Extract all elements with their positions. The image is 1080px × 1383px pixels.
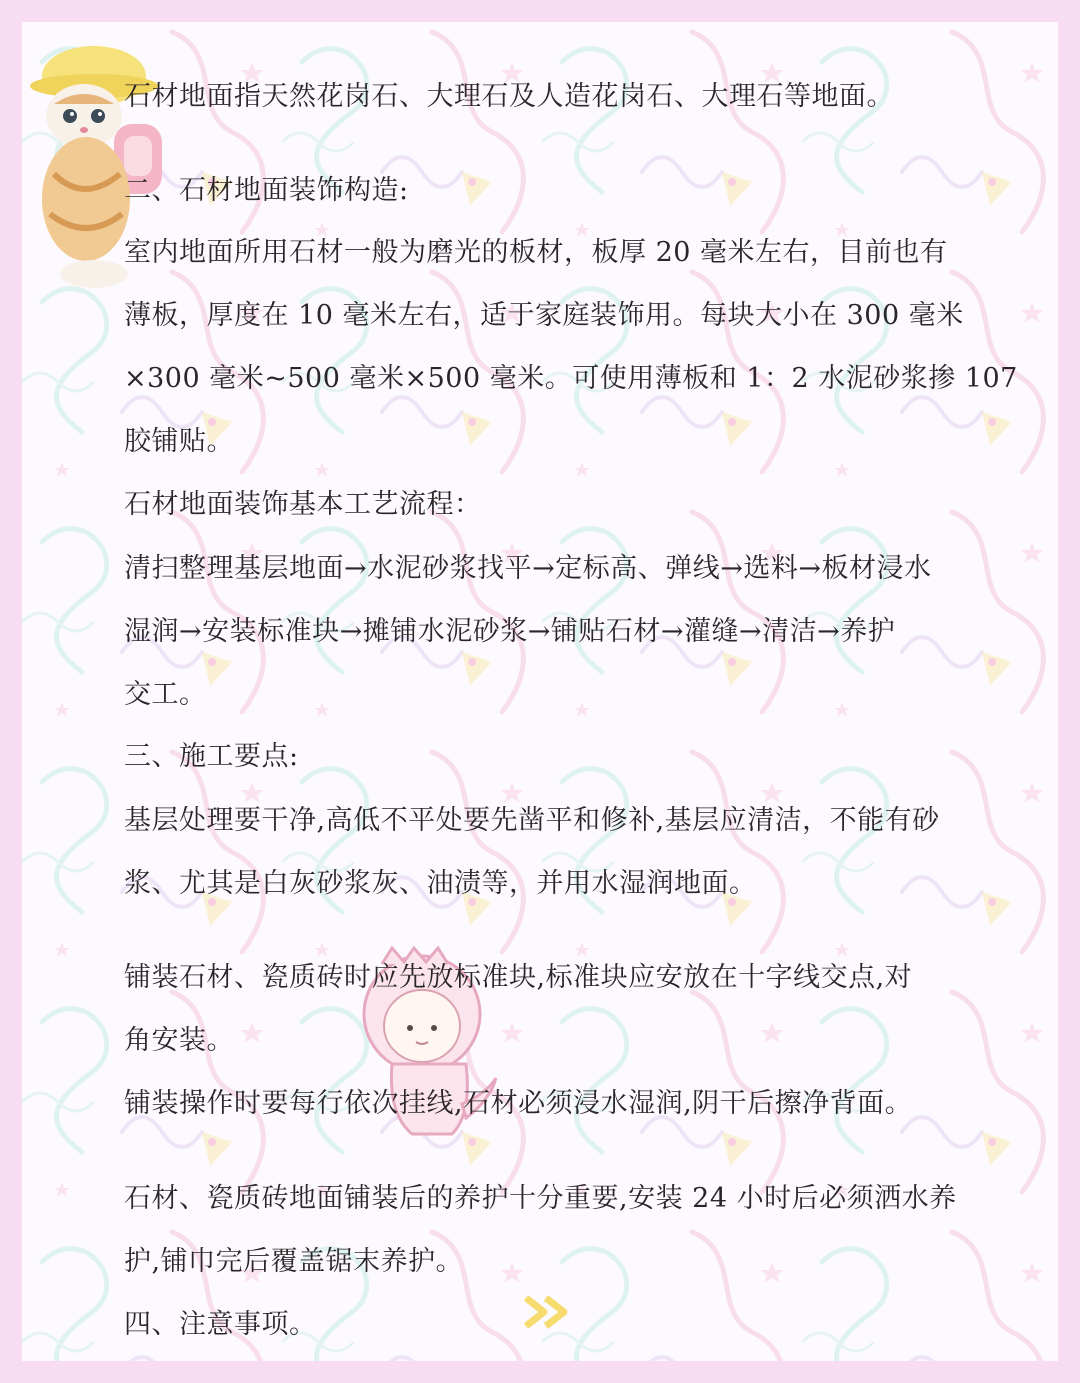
process-heading: 石材地面装饰基本工艺流程： — [124, 489, 482, 520]
base-treatment-line-2: 浆、尤其是白灰砂浆灰、油渍等，并用水湿润地面。 — [124, 868, 757, 899]
process-line-1: 清扫整理基层地面→水泥砂浆找平→定标高、弹线→选料→板材浸水 — [124, 553, 932, 584]
process-line-2: 湿润→安装标准块→摊铺水泥砂浆→铺贴石材→灌缝→清洁→养护 — [124, 616, 896, 647]
curing-line-2: 护,铺巾完后覆盖锯末养护。 — [124, 1246, 464, 1277]
document-page — [22, 22, 1058, 1361]
section-2-heading: 二、石材地面装饰构造: — [124, 175, 409, 206]
base-treatment-line-1: 基层处理要干净,高低不平处要先凿平和修补,基层应清洁，不能有砂 — [124, 805, 940, 836]
structure-line-3: ×300 毫米~500 毫米×500 毫米。可使用薄板和 1：2 水泥砂浆掺 107 — [124, 363, 1018, 394]
standard-block-line-1: 铺装石材、瓷质砖时应先放标准块,标准块应安放在十字线交点,对 — [124, 962, 913, 993]
structure-line-4: 胶铺贴。 — [124, 426, 234, 457]
structure-line-2: 薄板，厚度在 10 毫米左右，适于家庭装饰用。每块大小在 300 毫米 — [124, 300, 964, 331]
structure-line-1: 室内地面所用石材一般为磨光的板材，板厚 20 毫米左右，目前也有 — [124, 237, 948, 268]
arrow-chevrons-icon — [522, 1292, 582, 1332]
section-3-heading: 三、施工要点: — [124, 741, 299, 772]
intro-paragraph: 石材地面指天然花岗石、大理石及人造花岗石、大理石等地面。 — [124, 81, 894, 112]
standard-block-line-2: 角安装。 — [124, 1025, 234, 1056]
paving-operation-line: 铺装操作时要每行依次挂线,石材必须浸水湿润,阴干后擦净背面。 — [124, 1088, 913, 1119]
section-4-heading: 四、注意事项。 — [124, 1309, 317, 1340]
curing-line-1: 石材、瓷质砖地面铺装后的养护十分重要,安装 24 小时后必须洒水养 — [124, 1183, 957, 1214]
process-line-3: 交工。 — [124, 679, 207, 710]
